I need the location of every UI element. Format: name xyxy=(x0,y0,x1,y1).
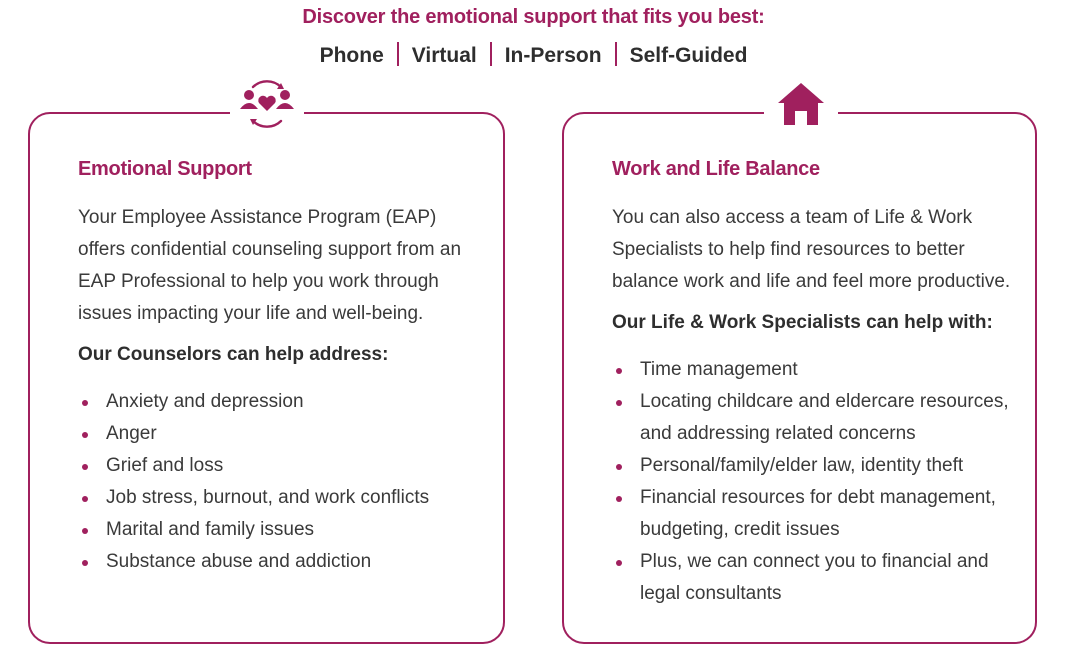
card-subheading: Our Counselors can help address: xyxy=(78,344,389,365)
list-item: Time management xyxy=(612,354,1032,386)
list-item: Job stress, burnout, and work conflicts xyxy=(78,482,488,514)
card-title: Emotional Support xyxy=(78,158,252,180)
support-modes xyxy=(0,42,1067,68)
specialist-topics-list xyxy=(612,354,1032,610)
mode-phone: Phone xyxy=(319,44,384,67)
list-item: Substance abuse and addiction xyxy=(78,546,488,578)
list-item: Anxiety and depression xyxy=(78,386,488,418)
mode-self-guided: Self-Guided xyxy=(629,44,748,67)
list-item: Marital and family issues xyxy=(78,514,488,546)
emotional-support-card xyxy=(28,112,505,644)
counselor-topics-list xyxy=(78,386,488,578)
card-description: You can also access a team of Life & Work Specialists to help find resources to better balance work and life and feel more productive. xyxy=(612,207,1011,292)
list-item: Anger xyxy=(78,418,488,450)
card-description: Your Employee Assistance Program (EAP) offers confidential counseling support from an EAP Professional to help you work through issues impacting your life and well-being. xyxy=(78,207,462,324)
list-item: Locating childcare and eldercare resources, and addressing related concerns xyxy=(612,386,1032,450)
page-headline: Discover the emotional support that fits you best: xyxy=(302,6,765,28)
mode-virtual: Virtual xyxy=(411,44,477,67)
people-heart-cycle-icon xyxy=(230,78,304,130)
work-life-balance-card xyxy=(562,112,1037,644)
list-item: Grief and loss xyxy=(78,450,488,482)
list-item: Personal/family/elder law, identity theft xyxy=(612,450,1032,482)
list-item: Financial resources for debt management, budgeting, credit issues xyxy=(612,482,1032,546)
list-item: Plus, we can connect you to financial and legal consultants xyxy=(612,546,1032,610)
house-icon xyxy=(764,78,838,130)
card-subheading: Our Life & Work Specialists can help with: xyxy=(612,312,993,333)
card-title: Work and Life Balance xyxy=(612,158,820,180)
mode-in-person: In-Person xyxy=(504,44,602,67)
